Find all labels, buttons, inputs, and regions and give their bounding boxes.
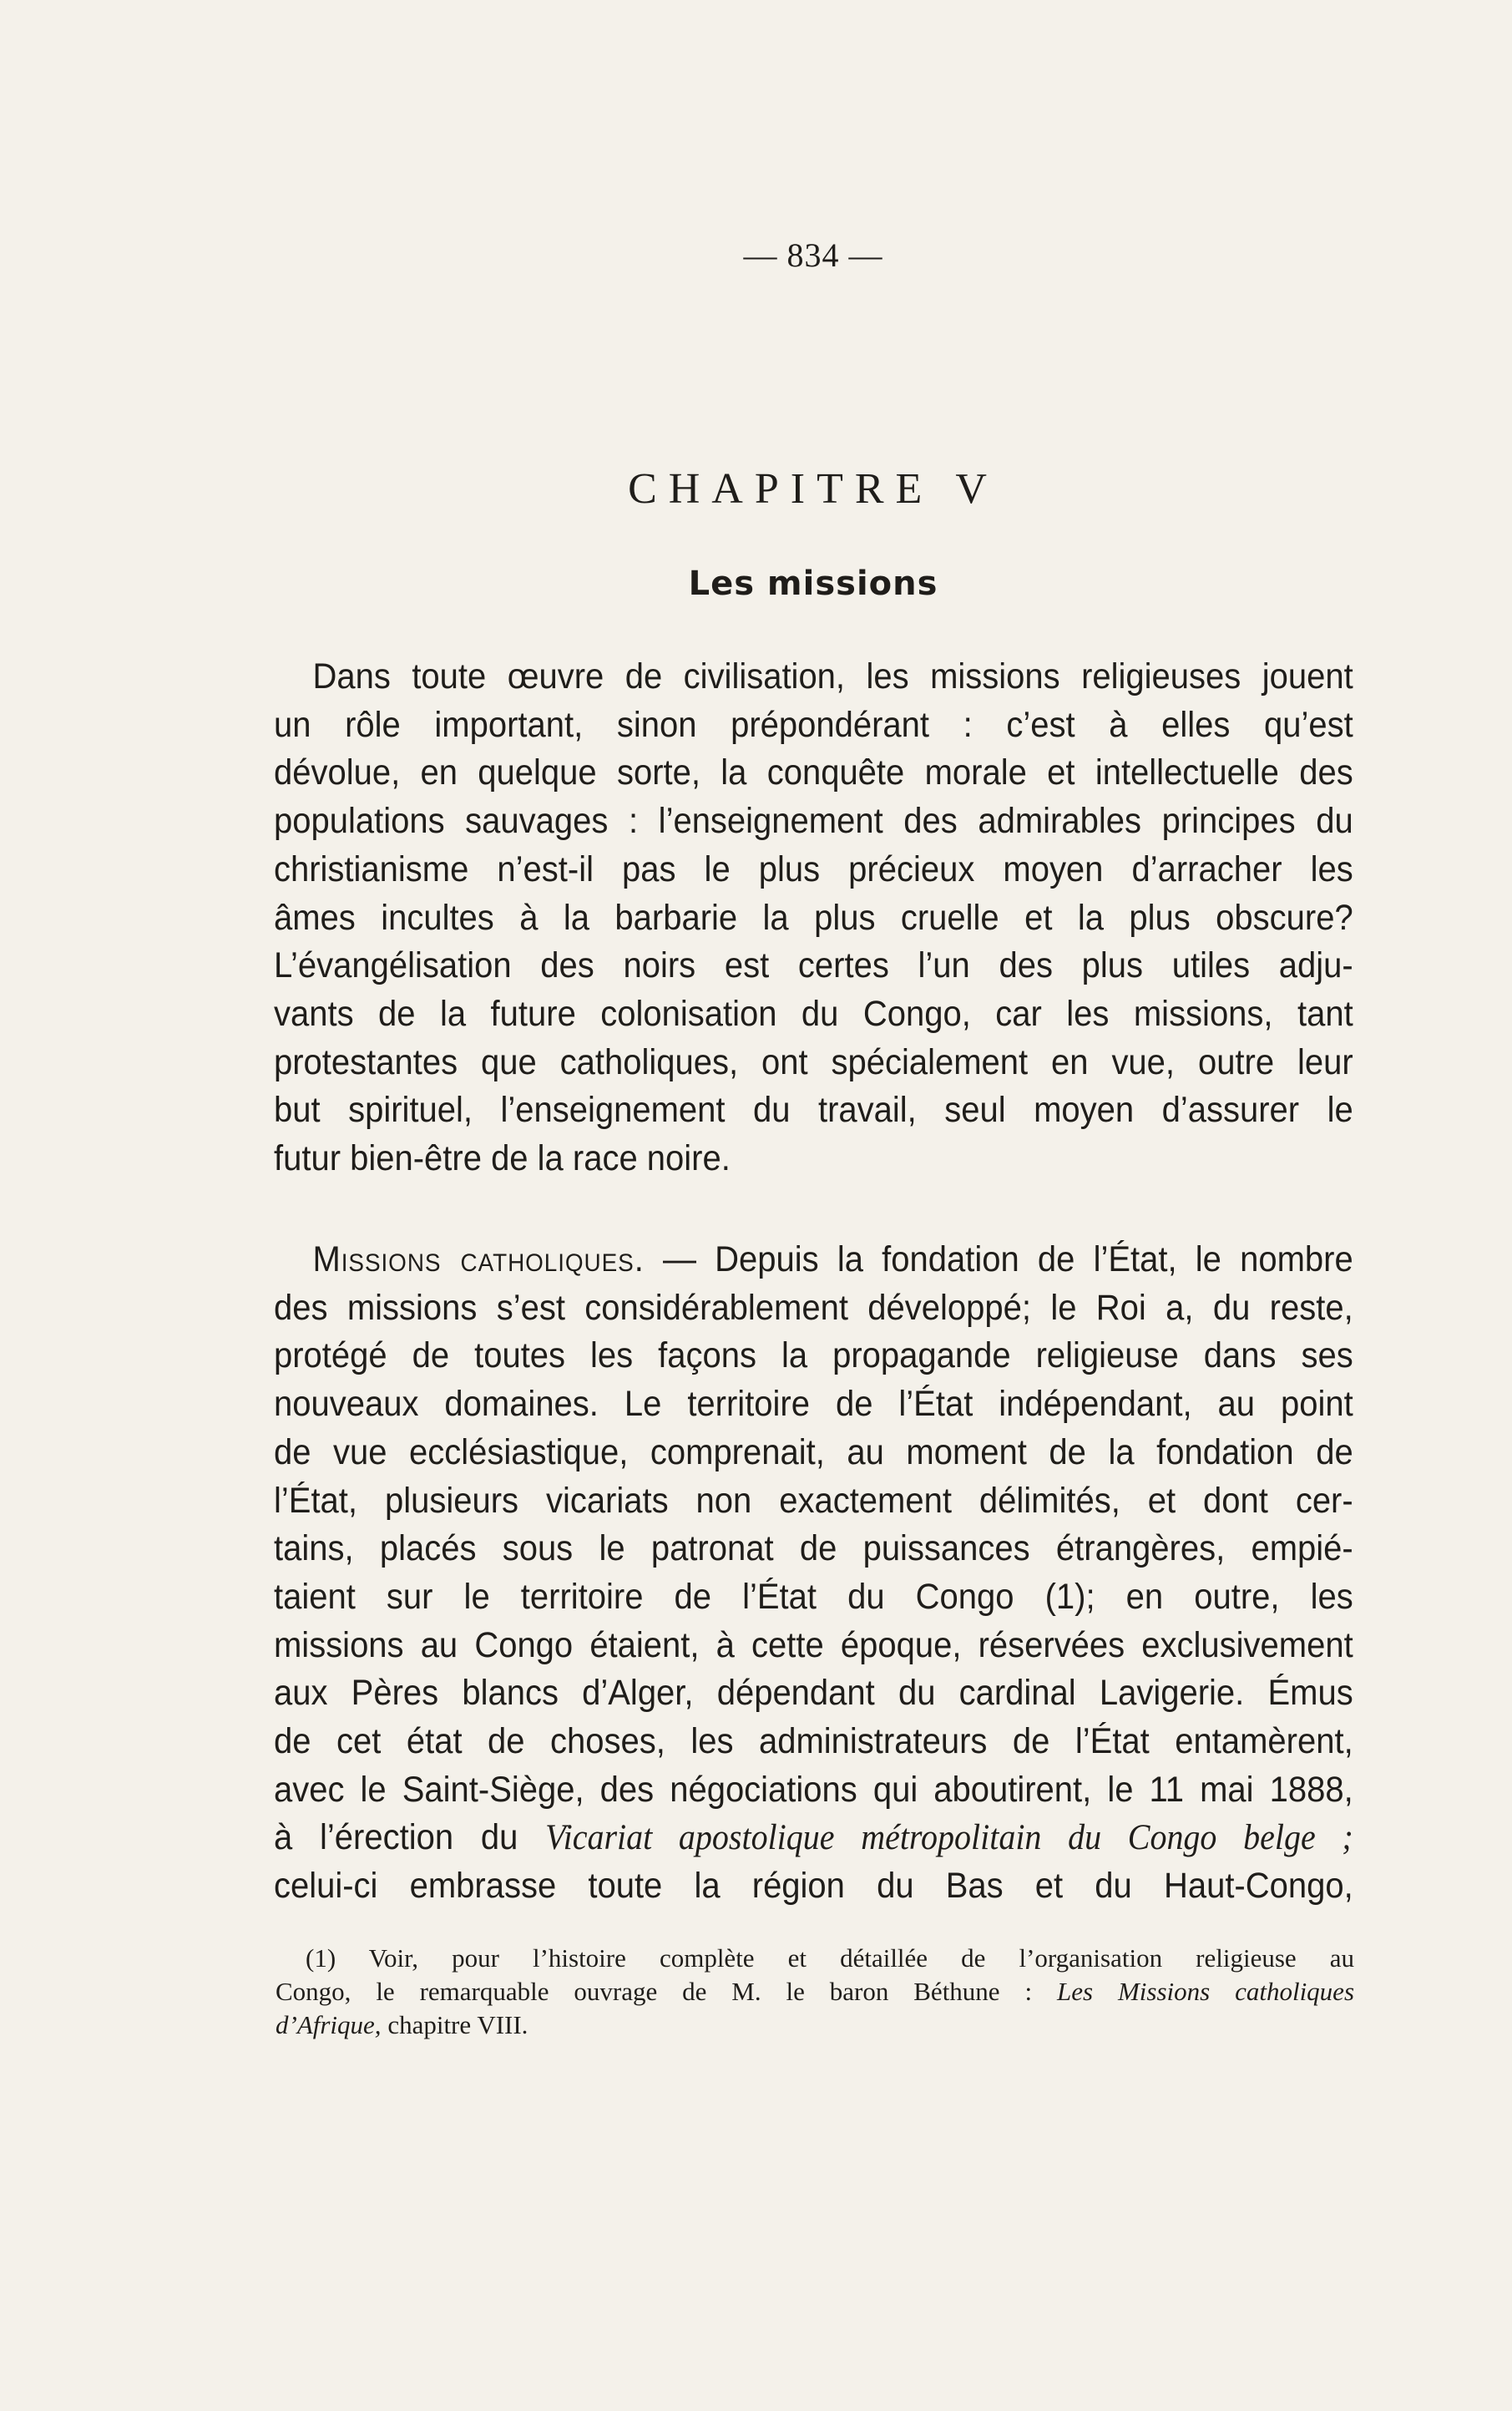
text-line: futur bien-être de la race noire. (274, 1138, 731, 1179)
text-line: vants de la future colonisation du Congo, car les missions, tant (274, 993, 1353, 1034)
text-line: L’évangélisation des noirs est certes l’un des plus utiles adju- (274, 945, 1353, 986)
text-run: à l’érection du (274, 1817, 546, 1858)
text-line: âmes incultes à la barbarie la plus cruelle et la plus obscure? (274, 897, 1353, 938)
text-line (274, 1236, 1353, 1284)
text-line: l’État, plusieurs vicariats non exactement délimités, et dont cer- (274, 1480, 1353, 1521)
paragraph-intro (274, 653, 1353, 1183)
text-run: — Depuis la fondation de l’État, le nombre (644, 1239, 1353, 1279)
chapter-heading: CHAPITRE V (628, 465, 999, 513)
text-line: protestantes que catholiques, ont spécialement en vue, outre leur (274, 1041, 1353, 1082)
text-line: celui-ci embrasse toute la région du Bas et du Haut-Congo, (274, 1866, 1353, 1907)
text-line (274, 1814, 1353, 1862)
text-line: missions au Congo étaient, à cette époque, réservées exclusivement (274, 1624, 1353, 1665)
text-line: Dans toute œuvre de civilisation, les missions religieuses jouent (312, 656, 1353, 696)
text-line: protégé de toutes les façons la propagande religieuse dans ses (274, 1335, 1353, 1376)
text-line: but spirituel, l’enseignement du travail, seul moyen d’assurer le (274, 1090, 1353, 1131)
page-number: — 834 — (743, 236, 883, 274)
italic-title: Vicariat apostolique métropolitain du Congo belge ; (545, 1818, 1353, 1858)
footnote-line (276, 1975, 1354, 2008)
text-run: Congo, le remarquable ouvrage de M. le baron Béthune : (276, 1977, 1057, 2006)
italic-title: Les Missions catholiques (1056, 1977, 1355, 2006)
text-line: aux Pères blancs d’Alger, dépendant du cardinal Lavigerie. Émus (274, 1673, 1353, 1714)
text-line: avec le Saint-Siège, des négociations qui aboutirent, le 11 mai 1888, (274, 1769, 1353, 1810)
text-line: populations sauvages : l’enseignement des admirables principes du (274, 801, 1353, 842)
section-run-in-heading: Missions catholiques. (312, 1239, 645, 1279)
text-line: dévolue, en quelque sorte, la conquête morale et intellectuelle des (274, 752, 1353, 793)
chapter-title: Les missions (688, 565, 938, 603)
text-line: christianisme n’est-il pas le plus précieux moyen d’arracher les (274, 848, 1353, 889)
text-line: tains, placés sous le patronat de puissances étrangères, empié- (274, 1528, 1353, 1569)
footnote (276, 1942, 1354, 2042)
text-line: de vue ecclésiastique, comprenait, au moment de la fondation de (274, 1431, 1353, 1472)
text-line: des missions s’est considérablement développé; le Roi a, du reste, (274, 1287, 1353, 1328)
text-line: nouveaux domaines. Le territoire de l’État indépendant, au point (274, 1384, 1353, 1425)
footnote-line (276, 2008, 1354, 2042)
paragraph-missions-catholiques (274, 1236, 1353, 1911)
italic-title: d’Afrique, (276, 2010, 382, 2039)
footnote-line: (1) Voir, pour l’histoire complète et détaillée de l’organisation religieuse au (306, 1943, 1354, 1973)
text-line: taient sur le territoire de l’État du Congo (1); en outre, les (274, 1576, 1353, 1617)
text-line: un rôle important, sinon prépondérant : c’est à elles qu’est (274, 704, 1353, 745)
text-run: chapitre VIII. (381, 2010, 528, 2039)
text-line: de cet état de choses, les administrateurs de l’État entamèrent, (274, 1721, 1353, 1762)
